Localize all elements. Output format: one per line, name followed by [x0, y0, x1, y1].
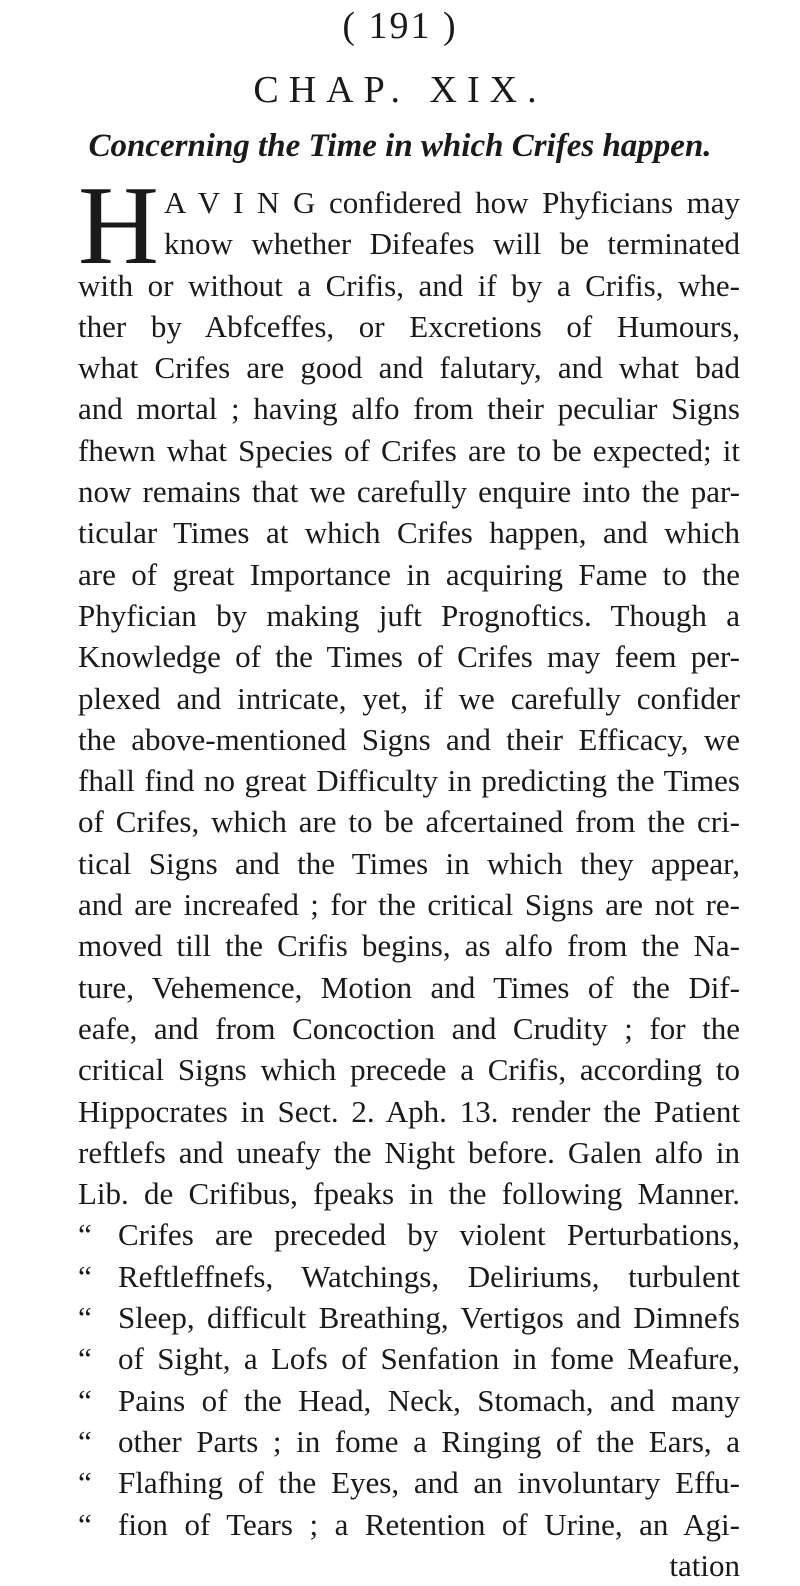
text-line: know whether Difeafes will be terminated — [164, 226, 740, 262]
text-line: critical Signs which precede a Crifis, according to — [78, 1052, 740, 1088]
text-line: and mortal ; having alfo from their peculiar Signs — [78, 391, 740, 427]
text-line: of Crifes, which are to be afcertained from the cri- — [78, 804, 740, 840]
page-number: ( 191 ) — [342, 5, 458, 47]
quote-mark: “ — [78, 1217, 92, 1253]
text-line: ticular Times at which Crifes happen, and which — [78, 515, 740, 551]
text-line: ther by Abfceffes, or Excretions of Humours, — [78, 308, 740, 344]
quote-mark: “ — [78, 1465, 92, 1501]
quote-line — [78, 1256, 740, 1297]
text-line: with or without a Crifis, and if by a Crifis, whe- — [78, 267, 740, 303]
quote-line — [78, 1462, 740, 1503]
chapter-subtitle: Concerning the Time in which Crifes happen. — [88, 128, 712, 164]
quote-mark: “ — [78, 1423, 92, 1459]
body-text — [78, 164, 740, 1586]
quote-line — [78, 1421, 740, 1462]
text-line: eafe, and from Concoction and Crudity ; for the — [78, 1010, 740, 1046]
text-line: the above-mentioned Signs and their Efficacy, we — [78, 721, 740, 757]
quote-text: other Parts ; in fome a Ringing of the Ears, a — [118, 1423, 740, 1459]
quote-mark: “ — [78, 1506, 92, 1542]
quote-line — [78, 1214, 740, 1255]
text-line: plexed and intricate, yet, if we carefully confider — [78, 680, 740, 716]
text-line: Knowledge of the Times of Crifes may feem per- — [78, 639, 740, 675]
catchword: tation — [669, 1547, 740, 1583]
quote-line — [78, 1504, 740, 1545]
text-line: and are increafed ; for the critical Signs are not re- — [78, 887, 740, 923]
quote-text: Sleep, difficult Breathing, Vertigos and Dimnefs — [118, 1300, 740, 1336]
text-line: what Crifes are good and falutary, and what bad — [78, 350, 740, 386]
text-line: Phyfician by making juft Prognoftics. Though a — [78, 597, 740, 633]
text-line: moved till the Crifis begins, as alfo from the Na- — [78, 928, 740, 964]
text-line: now remains that we carefully enquire into the par- — [78, 474, 740, 510]
quote-mark: “ — [78, 1300, 92, 1336]
quote-line — [78, 1297, 740, 1338]
text-line: ture, Vehemence, Motion and Times of the Dif- — [78, 969, 740, 1005]
text-line: Lib. de Crifibus, fpeaks in the following Manner. — [78, 1176, 740, 1212]
text-line: fhewn what Species of Crifes are to be expected; it — [78, 432, 740, 468]
text-line: fhall find no great Difficulty in predicting the Times — [78, 763, 740, 799]
quote-text: Crifes are preceded by violent Perturbations, — [118, 1217, 740, 1253]
quote-text: Flafhing of the Eyes, and an involuntary Effu- — [118, 1465, 740, 1501]
quote-mark: “ — [78, 1258, 92, 1294]
quote-mark: “ — [78, 1382, 92, 1418]
quote-text: fion of Tears ; a Retention of Urine, an Agi- — [118, 1506, 740, 1542]
quote-text: Pains of the Head, Neck, Stomach, and many — [118, 1382, 740, 1418]
text-line: A V I N G confidered how Phyficians may — [164, 185, 740, 220]
text-line: tical Signs and the Times in which they appear, — [78, 845, 740, 881]
quote-line — [78, 1338, 740, 1379]
text-line: Hippocrates in Sect. 2. Aph. 13. render the Patient — [78, 1093, 740, 1129]
quote-mark: “ — [78, 1341, 92, 1377]
quote-line — [78, 1380, 740, 1421]
quote-text: Reftleffnefs, Watchings, Deliriums, turbulent — [118, 1258, 740, 1294]
drop-cap: H — [78, 164, 159, 288]
quote-text: of Sight, a Lofs of Senfation in fome Meafure, — [118, 1341, 740, 1377]
text-line: reftlefs and uneafy the Night before. Galen alfo in — [78, 1134, 740, 1170]
chapter-heading: CHAP. XIX. — [253, 69, 547, 111]
text-line: are of great Importance in acquiring Fame to the — [78, 556, 740, 592]
